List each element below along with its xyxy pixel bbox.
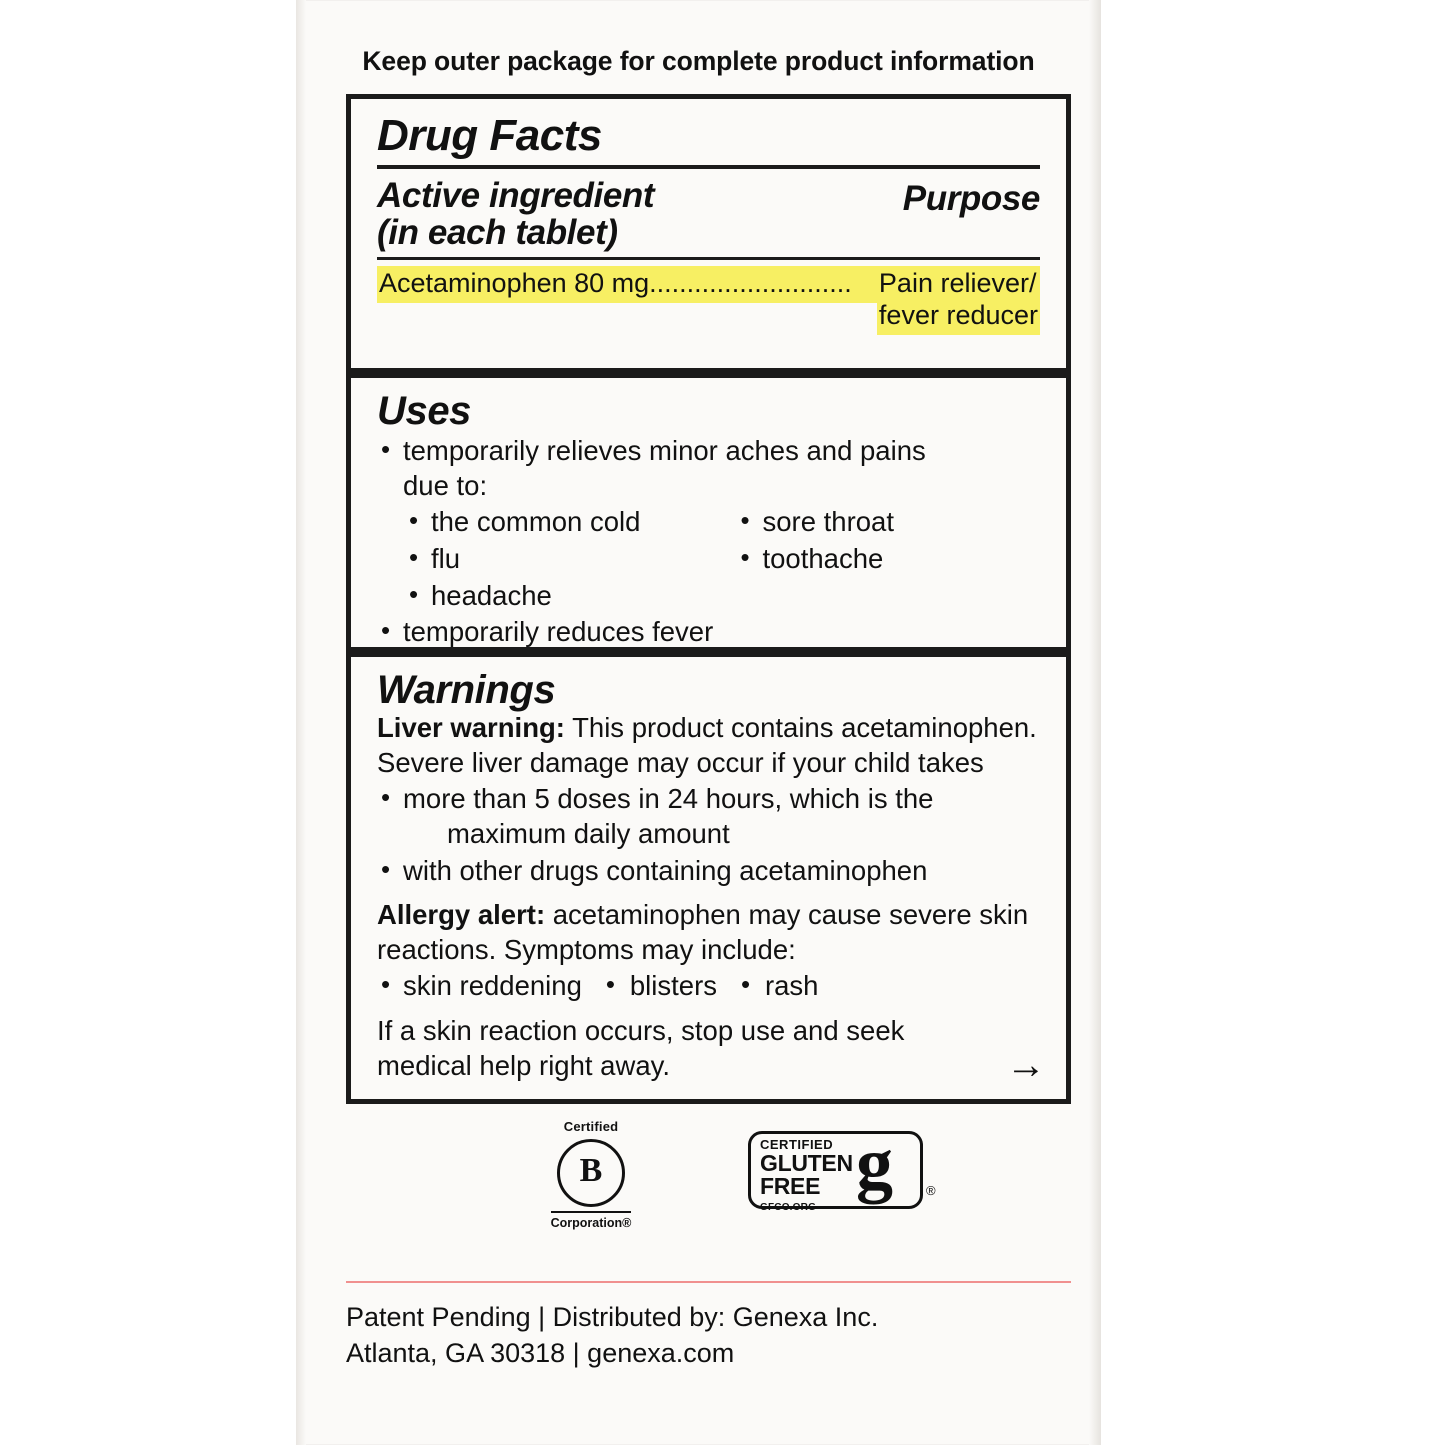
uses-sub-item-sore-throat: • sore throat bbox=[709, 505, 1041, 540]
uses-main-bullet-continuation: due to: bbox=[403, 469, 488, 501]
gluten-free-certified-icon bbox=[748, 1121, 938, 1226]
uses-box bbox=[346, 373, 1071, 652]
allergy-symptom-skin-reddening: • skin reddening bbox=[403, 970, 582, 1002]
active-ingredient-heading-line2: (in each tablet) bbox=[377, 213, 618, 253]
purpose-value-line2: fever reducer bbox=[878, 300, 1038, 331]
skin-reaction-line2: medical help right away. bbox=[377, 1049, 670, 1081]
uses-main-bullet: • temporarily relieves minor aches and pains bbox=[377, 434, 1040, 469]
gluten-free-line1: GLUTEN bbox=[760, 1150, 853, 1176]
active-ingredient-heading bbox=[377, 177, 654, 251]
footer-text bbox=[346, 1300, 1086, 1371]
allergy-symptom-rash: • rash bbox=[739, 969, 819, 1004]
uses-title: Uses bbox=[377, 389, 472, 433]
purpose-value-line1: Pain reliever/ bbox=[878, 268, 1037, 299]
b-corp-certified-icon bbox=[531, 1119, 651, 1232]
warnings-box bbox=[346, 652, 1071, 1104]
allergy-symptom-list bbox=[377, 969, 1040, 1004]
b-corp-top-text: Certified bbox=[563, 1119, 619, 1134]
allergy-alert-line2: reactions. Symptoms may include: bbox=[377, 933, 796, 965]
liver-warning-label: Liver warning: bbox=[377, 712, 565, 743]
gluten-free-g-mark: g bbox=[856, 1123, 893, 1205]
footer-divider bbox=[346, 1281, 1071, 1283]
gluten-free-line2: FREE bbox=[760, 1173, 821, 1200]
liver-warning-bullet-1: • more than 5 doses in 24 hours, which is the bbox=[377, 782, 1040, 817]
footer-line-2: Atlanta, GA 30318 | genexa.com bbox=[346, 1337, 735, 1368]
footer-line-1: Patent Pending | Distributed by: Genexa Inc. bbox=[346, 1302, 879, 1332]
uses-sub-item-common-cold: • the common cold bbox=[377, 505, 709, 540]
active-ingredient-heading-line1: Active ingredient bbox=[377, 176, 655, 216]
purpose-value bbox=[877, 266, 1040, 335]
drug-facts-title: Drug Facts bbox=[377, 111, 602, 160]
keep-outer-package-note: Keep outer package for complete product information bbox=[362, 46, 1035, 76]
certification-badges bbox=[346, 1115, 1071, 1250]
active-ingredient-divider bbox=[377, 257, 1040, 260]
liver-warning-bullet-1-continuation: maximum daily amount bbox=[447, 817, 730, 849]
allergy-alert-text: acetaminophen may cause severe skin bbox=[545, 899, 1029, 931]
liver-warning-line2: Severe liver damage may occur if your child takes bbox=[377, 746, 984, 778]
allergy-symptom-blisters: • blisters bbox=[604, 969, 717, 1004]
active-ingredient-value: Acetaminophen 80 mg........................... bbox=[377, 266, 877, 303]
carton-panel bbox=[296, 0, 1101, 1445]
gluten-free-certified-text: CERTIFIED bbox=[760, 1137, 834, 1152]
gluten-free-url: GFCO.ORG bbox=[760, 1201, 817, 1213]
allergy-alert-label: Allergy alert: bbox=[377, 899, 546, 931]
liver-warning-bullet-2: • with other drugs containing acetaminophen bbox=[377, 854, 1040, 889]
drug-facts-divider bbox=[377, 165, 1040, 169]
allergy-alert-line1 bbox=[377, 898, 1040, 933]
uses-sub-item-headache: • headache bbox=[377, 579, 709, 614]
uses-second-bullet: • temporarily reduces fever bbox=[377, 615, 1040, 650]
b-corp-letter: B bbox=[557, 1139, 625, 1207]
uses-sub-item-toothache: • toothache bbox=[709, 542, 1041, 577]
skin-reaction-line1: If a skin reaction occurs, stop use and seek bbox=[377, 1015, 905, 1047]
continue-arrow-icon: → bbox=[1006, 1043, 1046, 1087]
drug-facts-active-ingredient-box bbox=[346, 94, 1071, 373]
gluten-free-registered-mark: ® bbox=[926, 1183, 936, 1198]
b-corp-bottom-text: Corporation® bbox=[551, 1211, 632, 1230]
liver-warning-text: This product contains acetaminophen. bbox=[564, 712, 1037, 743]
purpose-heading: Purpose bbox=[902, 179, 1040, 219]
gluten-free-text bbox=[760, 1137, 853, 1213]
liver-warning-line1 bbox=[377, 711, 1040, 746]
warnings-title: Warnings bbox=[377, 668, 556, 712]
uses-sub-item-flu: • flu bbox=[377, 542, 709, 577]
